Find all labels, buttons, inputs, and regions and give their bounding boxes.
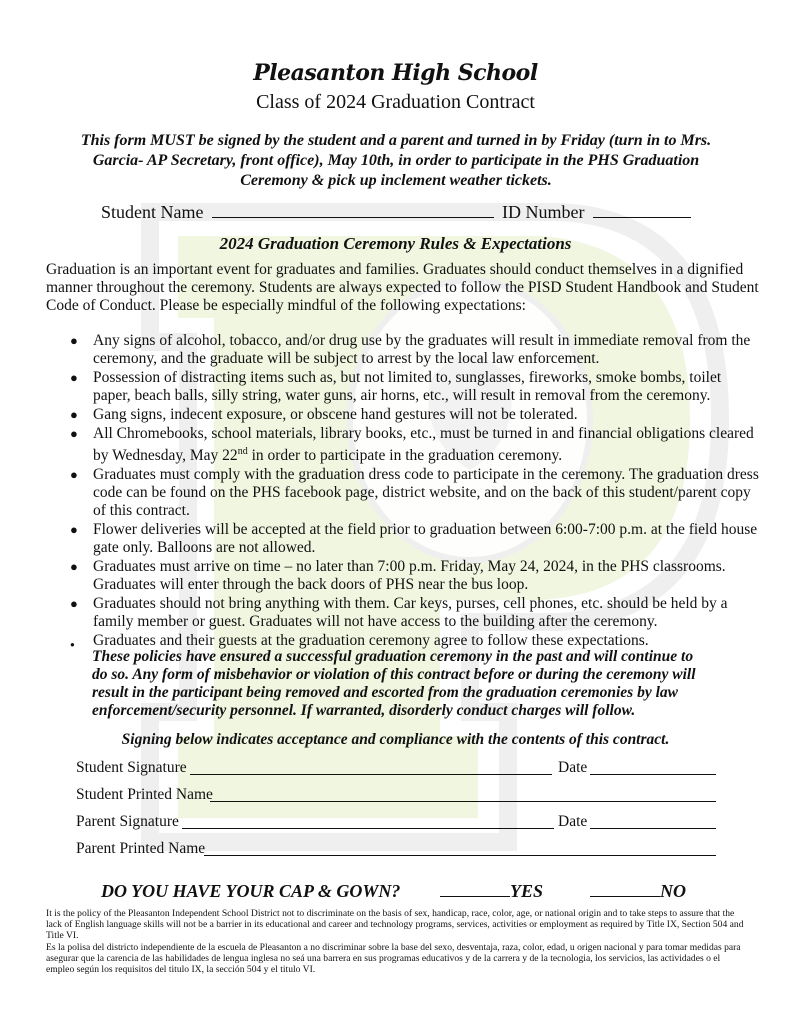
student-printed-name-label: Student Printed Name bbox=[76, 786, 213, 803]
rule-text-part: in order to participate in the graduation ceremony. bbox=[247, 447, 563, 465]
bullet-icon: ● bbox=[70, 426, 78, 441]
rule-text bbox=[93, 425, 754, 464]
student-printed-name-row bbox=[76, 786, 716, 806]
cap-gown-no[interactable] bbox=[590, 881, 686, 902]
bullet-icon: ● bbox=[70, 640, 75, 650]
id-number-label: ID Number bbox=[502, 202, 585, 222]
id-number-field[interactable] bbox=[502, 201, 691, 223]
no-answer-line[interactable] bbox=[590, 882, 660, 897]
rule-item bbox=[70, 369, 760, 405]
rule-item bbox=[70, 558, 760, 594]
cap-gown-question: DO YOU HAVE YOUR CAP & GOWN? bbox=[101, 881, 401, 901]
bullet-icon: ● bbox=[70, 407, 78, 422]
rule-text: Any signs of alcohol, tobacco, and/or drug use by the graduates will result in immediate removal from the ceremony, and the graduate will be subject to arrest by the local law enforcement. bbox=[93, 332, 751, 367]
id-number-line[interactable] bbox=[593, 201, 691, 218]
bullet-icon: ● bbox=[70, 559, 78, 575]
bullet-icon: ● bbox=[70, 370, 78, 385]
rule-item bbox=[70, 406, 760, 424]
student-printed-name-line[interactable] bbox=[210, 801, 716, 802]
parent-signature-row bbox=[76, 813, 716, 833]
parent-printed-name-line[interactable] bbox=[204, 855, 716, 856]
student-date-line[interactable] bbox=[590, 774, 716, 775]
rules-title: 2024 Graduation Ceremony Rules & Expectations bbox=[219, 234, 572, 253]
signing-notice: Signing below indicates acceptance and compliance with the contents of this contract. bbox=[121, 731, 670, 748]
parent-signature-line[interactable] bbox=[182, 828, 554, 829]
bullet-icon: ● bbox=[70, 467, 78, 483]
rule-item bbox=[70, 466, 760, 520]
student-name-label: Student Name bbox=[101, 202, 204, 222]
rules-list bbox=[70, 332, 760, 651]
student-date-label: Date bbox=[558, 759, 588, 776]
rule-item bbox=[70, 425, 760, 465]
rule-text: Flower deliveries will be accepted at the field prior to graduation between 6:00-7:00 p.m. at the field house gate only. Balloons are not allowed. bbox=[93, 521, 758, 557]
footer-english: It is the policy of the Pleasanton Independent School District not to discriminate on the basis of sex, handicap, race, color, age, or national origin and to take steps to assure that the lack of English language skills will not be a barrier in its educational and career and technology programs, services, activities or employment as required by Title IX, Section 504 and Title VI. bbox=[46, 908, 744, 941]
ordinal-suffix: nd bbox=[237, 446, 248, 457]
rule-text: Graduates and their guests at the graduation ceremony agree to follow these expectations. bbox=[93, 632, 649, 650]
parent-printed-name-row bbox=[76, 840, 716, 860]
parent-date-line[interactable] bbox=[590, 828, 716, 829]
footer-spanish: Es la polisa del districto independiente de la escuela de Pleasanton a no discriminar sobre la base del sexo, desventaja, raza, color, edad, u origen nacional y para tomar medidas para asegurar que la carencia de las habilidades de lengua inglesa no seá una barrera en sus programas educativos y de la carrera y de la tecnologia, los servicios, las actividades o el empleo según los requisitos del titulo IX, la sección 504 y el titulo VI. bbox=[46, 942, 741, 975]
student-signature-label: Student Signature bbox=[76, 759, 187, 776]
rule-text: Gang signs, indecent exposure, or obscene hand gestures will not be tolerated. bbox=[93, 406, 578, 423]
rule-text-part: All Chromebooks, school materials, library books, etc., must be turned in and financial obligations cleared by Wednesday, May 22 bbox=[93, 425, 754, 465]
bullet-icon: ● bbox=[70, 333, 78, 348]
student-signature-row bbox=[76, 759, 716, 779]
rule-text: Graduates must comply with the graduation dress code to participate in the ceremony. The graduation dress code can be found on the PHS facebook page, district website, and on the back of this student/parent copy of this contract. bbox=[93, 466, 759, 520]
rule-item bbox=[70, 332, 760, 368]
student-name-field[interactable] bbox=[101, 201, 494, 223]
parent-signature-label: Parent Signature bbox=[76, 813, 179, 830]
rule-text: Possession of distracting items such as, but not limited to, sunglasses, fireworks, smoke bombs, toilet paper, beach balls, silly string, water guns, air horns, etc., will result in removal from the ceremony. bbox=[93, 369, 722, 404]
student-name-line[interactable] bbox=[212, 201, 494, 218]
submission-notice: This form MUST be signed by the student and a parent and turned in by Friday (turn in to Mrs. Garcia- AP Secretary, front office), May 10th, in order to participate in the PHS Graduation Ceremony & pick up inclement weather tickets. bbox=[80, 132, 712, 189]
contract-subtitle: Class of 2024 Graduation Contract bbox=[256, 91, 535, 113]
school-name: Pleasanton High School bbox=[253, 60, 538, 86]
cap-gown-yes[interactable] bbox=[440, 881, 543, 902]
bullet-icon: ● bbox=[70, 596, 78, 612]
rule-text: Graduates must arrive on time – no later than 7:00 p.m. Friday, May 24, 2024, in the PHS classrooms. Graduates will enter through the back doors of PHS near the bus loop. bbox=[93, 558, 726, 594]
bullet-icon: ● bbox=[70, 522, 78, 538]
rule-item bbox=[70, 595, 760, 631]
rule-item bbox=[70, 521, 760, 557]
intro-paragraph: Graduation is an important event for graduates and families. Graduates should conduct themselves in a dignified manner throughout the ceremony. Students are always expected to follow the PISD Student Handbook and Student Code of Conduct. Please be especially mindful of the following expectations: bbox=[46, 261, 759, 314]
parent-date-label: Date bbox=[558, 813, 588, 830]
policy-statement: These policies have ensured a successful graduation ceremony in the past and will continue to do so. Any form of misbehavior or violation of this contract before or during the ceremony will result in the participant being removed and escorted from the graduation ceremonies by law enforcement/security personnel. If warranted, disorderly conduct charges will follow. bbox=[92, 648, 696, 719]
yes-label: YES bbox=[510, 881, 544, 901]
nondiscrimination-footer bbox=[46, 908, 746, 976]
yes-answer-line[interactable] bbox=[440, 882, 510, 897]
student-signature-line[interactable] bbox=[190, 774, 552, 775]
rule-text: Graduates should not bring anything with them. Car keys, purses, cell phones, etc. should be held by a family member or guest. Graduates will not have access to the building after the ceremony. bbox=[93, 595, 728, 631]
parent-printed-name-label: Parent Printed Name bbox=[76, 840, 206, 857]
no-label: NO bbox=[660, 881, 686, 901]
